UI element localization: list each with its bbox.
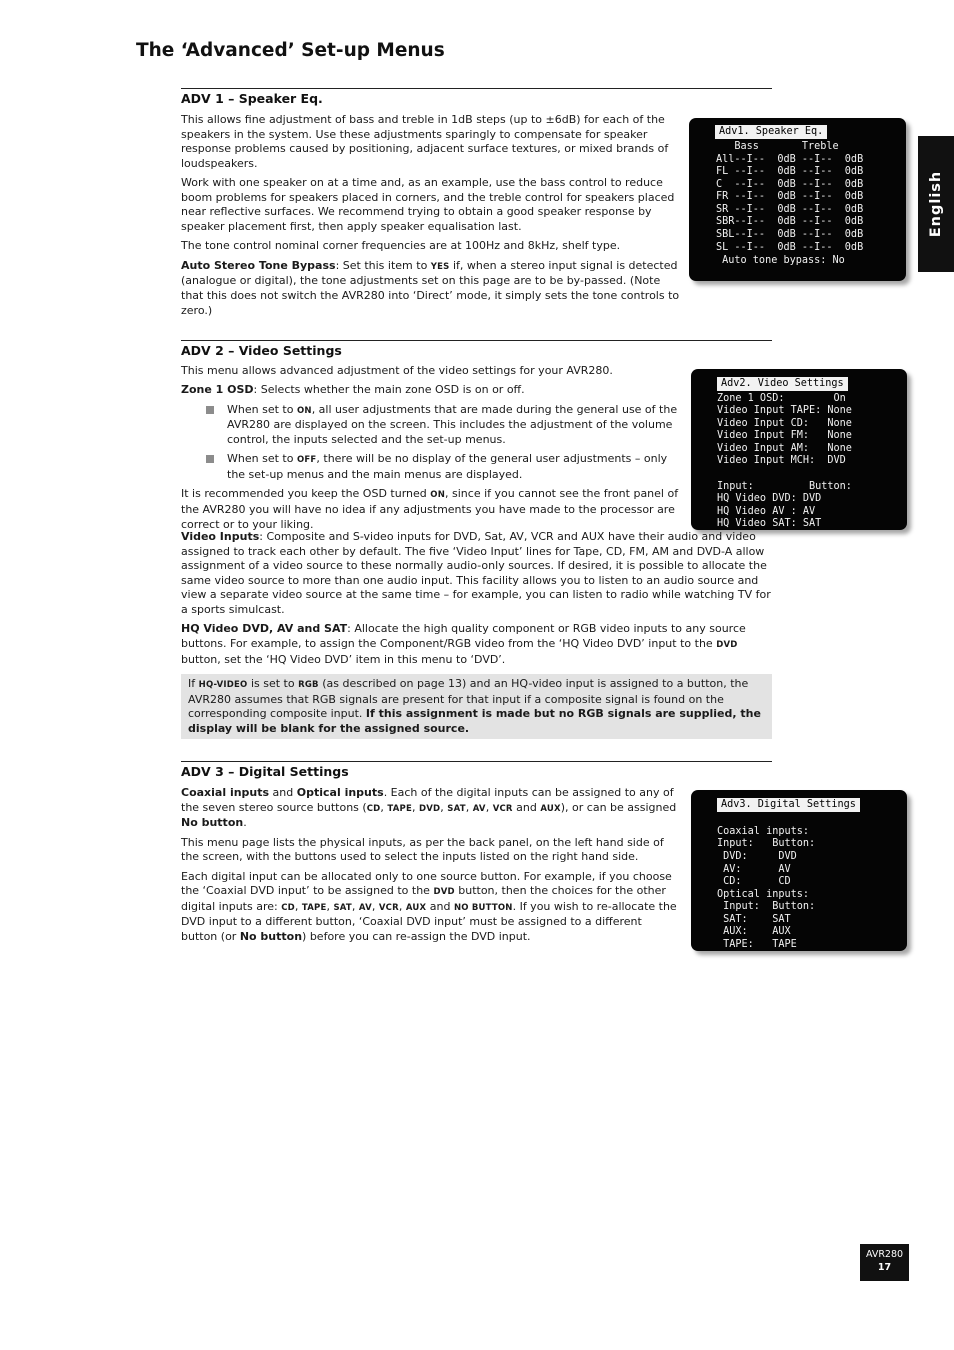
adv1-paragraph: Work with one speaker on at a time and, as an example, use the bass control to reduce boom problems for speakers placed in corners, and the treble control for speakers placed near reflective surfaces. We recommend trying to obtain a good speaker response by speaker placement first, then apply speaker equalisation last.	[181, 176, 675, 233]
text-run: and	[426, 899, 454, 913]
list-item	[227, 403, 681, 448]
text-run: If	[188, 677, 199, 690]
text-run: , there will be no display of the general user adjustments – only the set-up menus and the main menus are displayed.	[227, 452, 668, 481]
text-run: button, then the choices for the other digital inputs are:	[181, 884, 666, 913]
term-label: Zone 1 OSD	[181, 383, 254, 397]
term-label: No button	[239, 929, 303, 943]
adv2-zone-paragraph	[181, 383, 681, 398]
keyword: CD	[281, 902, 295, 913]
model-label: AVR280	[865, 1249, 904, 1260]
osd-line: SL --I-- 0dB --I-- 0dB	[716, 242, 864, 253]
osd-line: Video Input CD: None	[717, 418, 852, 429]
text-run: ,	[411, 800, 419, 814]
keyword: RGB	[298, 680, 319, 690]
keyword: DVD	[433, 887, 455, 898]
adv3-heading: ADV 3 – Digital Settings	[181, 764, 349, 779]
text-run: and	[512, 800, 541, 814]
text-run: ,	[294, 899, 302, 913]
osd-line: Video Input FM: None	[717, 430, 852, 441]
adv3-osd-screen	[691, 790, 907, 951]
keyword: DVD	[716, 639, 738, 650]
osd-line: Zone 1 OSD: On	[717, 393, 846, 404]
keyword: AUX	[405, 902, 427, 913]
osd-line: HQ Video DVD: DVD	[717, 493, 822, 504]
note-paragraph	[188, 677, 766, 736]
text-run: . If you wish to re-allocate the DVD input to a different button, ‘Coaxial DVD input’ must be assigned to a different button (or	[181, 899, 677, 943]
text-run: ) before you can re-assign the DVD input.	[302, 929, 531, 943]
osd-line: AUX: AUX	[717, 926, 791, 937]
term-label: Auto Stereo Tone Bypass	[181, 258, 336, 272]
text-run: ,	[380, 800, 388, 814]
osd-line: DVD: DVD	[717, 851, 797, 862]
bullet-square-icon	[206, 406, 214, 414]
osd-line: Video Input TAPE: None	[717, 405, 852, 416]
hq-video-note	[181, 674, 772, 739]
text-run: ,	[351, 899, 359, 913]
osd-bullet-list	[181, 403, 681, 483]
text-run: : Allocate the high quality component or RGB video inputs to any source buttons. For example, to assign the Component/RGB video from the ‘HQ Video DVD’ input to the	[181, 622, 746, 650]
adv1-paragraph: This allows fine adjustment of bass and treble in 1dB steps (up to ±6dB) for each of the speakers in the system. Use these adjustments sparingly to compensate for speaker response problems caused by positioning, adjacent surface textures, or mixed brands of loudspeakers.	[181, 113, 669, 170]
text-run: , since if you cannot see the front panel of the AVR280 you will have no idea if any adjustments you have made to the processor are correct or to your liking.	[181, 487, 679, 531]
adv3-inputs-paragraph	[181, 786, 681, 831]
keyword: DVD	[418, 803, 441, 814]
text-run: , all user adjustments that are made during the general use of the AVR280 are displayed on the screen. This includes the adjustment of the volume control, the inputs selected and the set-up menus.	[227, 402, 678, 446]
text-run: : Selects whether the main zone OSD is on or off.	[253, 383, 525, 397]
text-run: button, set the ‘HQ Video DVD’ item in this menu to ‘DVD’.	[181, 652, 506, 666]
adv2-body-top	[181, 364, 681, 537]
keyword: TAPE	[301, 902, 327, 913]
keyword: ON	[430, 490, 446, 501]
text-run: When set to	[227, 402, 297, 416]
osd-line: SBL--I-- 0dB --I-- 0dB	[716, 229, 864, 240]
keyword: AUX	[540, 803, 561, 814]
osd-line: TAPE: TAPE	[717, 939, 797, 950]
adv3-allocation-paragraph	[181, 870, 681, 945]
adv2-heading: ADV 2 – Video Settings	[181, 343, 342, 358]
osd-line: Input: Button:	[717, 901, 816, 912]
text-run: (as described on page 13) and an HQ-video input is assigned to a button, the AVR280 assumes that RGB signals are present for that input if a composite signal is found on the corresponding composite input.	[188, 677, 749, 721]
adv1-paragraph: The tone control nominal corner frequencies are at 100Hz and 8kHz, shelf type.	[181, 239, 621, 253]
term-label: Optical inputs	[296, 786, 384, 799]
osd-line: Bass Treble	[716, 141, 839, 152]
adv1-section	[181, 88, 772, 317]
text-run: is set to	[247, 677, 299, 690]
text-run: : Composite and S-video inputs for DVD, Sat, AV, VCR and AUX have their audio and video assigned to track each other by default. The five ‘Video Input’ lines for Tape, CD, FM, AM and DVD-A allow assignment of a video source to these normally audio-only sources. If desired, it is possible to allocate the same video source to more than one audio input. This facility allows you to listen to an audio source and view a separate video source at the same time – for example, you can listen to radio while watching TV for a sports simulcast.	[181, 530, 771, 616]
text-run: ,	[371, 899, 379, 913]
text-run: .	[243, 816, 247, 830]
text-run: and	[269, 786, 297, 799]
text-run: ,	[398, 899, 406, 913]
text-run: if, when a stereo input signal is detected (analogue or digital), the tone adjustments set on this page are to be by-passed. (Note that this does not switch the AVR280 into ‘Direct’ mode, it simply sets the tone controls to zero.)	[181, 258, 680, 317]
osd-line: CD: CD	[717, 876, 791, 887]
page-title: The ‘Advanced’ Set-up Menus	[136, 40, 445, 61]
keyword: NO BUTTON	[453, 902, 513, 913]
keyword: ON	[296, 405, 312, 416]
list-item	[227, 452, 681, 482]
adv3-body	[181, 786, 681, 949]
keyword: HQ-VIDEO	[198, 680, 248, 690]
note-warning: If this assignment is made but no RGB signals are supplied, the display will be blank for the assigned source.	[188, 707, 761, 735]
adv1-tone-bypass-paragraph	[181, 259, 681, 318]
text-run: ,	[440, 800, 448, 814]
osd-line: FR --I-- 0dB --I-- 0dB	[716, 191, 864, 202]
adv2-body-wide	[181, 530, 772, 672]
adv2-recommend-paragraph	[181, 487, 681, 532]
keyword: SAT	[333, 902, 352, 913]
keyword: VCR	[378, 902, 399, 913]
text-run: When set to	[227, 452, 297, 466]
page-number-badge	[860, 1244, 909, 1281]
adv3-paragraph: This menu page lists the physical inputs, as per the back panel, on the left hand side of the screen, with the buttons used to select the inputs listed on the right hand side.	[181, 835, 664, 864]
osd-line: All--I-- 0dB --I-- 0dB	[716, 154, 864, 165]
adv2-paragraph: This menu allows advanced adjustment of the video settings for your AVR280.	[181, 364, 613, 377]
osd-header: Adv3. Digital Settings	[717, 798, 860, 812]
osd-line: HQ Video SAT: SAT	[717, 518, 822, 529]
text-run: . Each of the digital inputs can be assigned to any of the seven stereo source buttons (	[181, 786, 674, 814]
adv1-divider	[181, 88, 772, 89]
text-run: ), or can be assigned	[560, 800, 677, 814]
adv2-divider	[181, 340, 772, 341]
osd-line: Video Input MCH: DVD	[717, 455, 846, 466]
keyword: OFF	[296, 455, 317, 466]
text-run: ,	[465, 800, 473, 814]
keyword: AV	[472, 803, 486, 814]
osd-line: SR --I-- 0dB --I-- 0dB	[716, 204, 864, 215]
osd-line: AV: AV	[717, 864, 791, 875]
osd-line: Input: Button:	[717, 838, 816, 849]
adv2-hq-video-paragraph	[181, 622, 772, 667]
keyword: TAPE	[387, 803, 412, 814]
keyword: VCR	[492, 803, 513, 814]
osd-header: Adv2. Video Settings	[717, 377, 848, 391]
adv1-heading: ADV 1 – Speaker Eq.	[181, 91, 323, 106]
osd-line: SAT: SAT	[717, 914, 791, 925]
osd-line: Optical inputs:	[717, 889, 810, 900]
text-run: : Set this item to	[335, 258, 431, 272]
term-label: HQ Video DVD, AV and SAT	[181, 622, 348, 636]
text-run: ,	[326, 899, 334, 913]
osd-line: HQ Video AV : AV	[717, 506, 816, 517]
term-label: Video Inputs	[181, 530, 260, 543]
osd-line: FL --I-- 0dB --I-- 0dB	[716, 166, 864, 177]
term-label: No button	[181, 816, 244, 830]
osd-line: Video Input AM: None	[717, 443, 852, 454]
adv3-divider	[181, 761, 772, 762]
page-number: 17	[877, 1262, 892, 1273]
osd-line: Coaxial inputs:	[717, 826, 810, 837]
text-run: Each digital input can be allocated only to one source button. For example, if you choose the ‘Coaxial DVD input’ to be assigned to the	[181, 869, 672, 898]
adv1-body	[181, 113, 681, 323]
osd-line: SBR--I-- 0dB --I-- 0dB	[716, 216, 864, 227]
language-tab-label: English	[928, 170, 944, 238]
adv1-osd-screen	[689, 118, 906, 281]
keyword: AV	[358, 902, 372, 913]
osd-line: Auto tone bypass: No	[716, 255, 845, 266]
adv2-video-inputs-paragraph	[181, 530, 772, 618]
osd-header: Adv1. Speaker Eq.	[715, 125, 827, 139]
term-label: Coaxial inputs	[181, 786, 270, 799]
keyword: CD	[366, 803, 381, 814]
osd-line: Input: Button:	[717, 481, 852, 492]
text-run: It is recommended you keep the OSD turned	[181, 487, 431, 501]
keyword: YES	[430, 261, 450, 272]
text-run: ,	[485, 800, 493, 814]
adv2-osd-screen	[691, 369, 907, 530]
keyword: SAT	[447, 803, 466, 814]
bullet-square-icon	[206, 455, 214, 463]
osd-line: C --I-- 0dB --I-- 0dB	[716, 179, 864, 190]
language-tab	[918, 136, 954, 272]
